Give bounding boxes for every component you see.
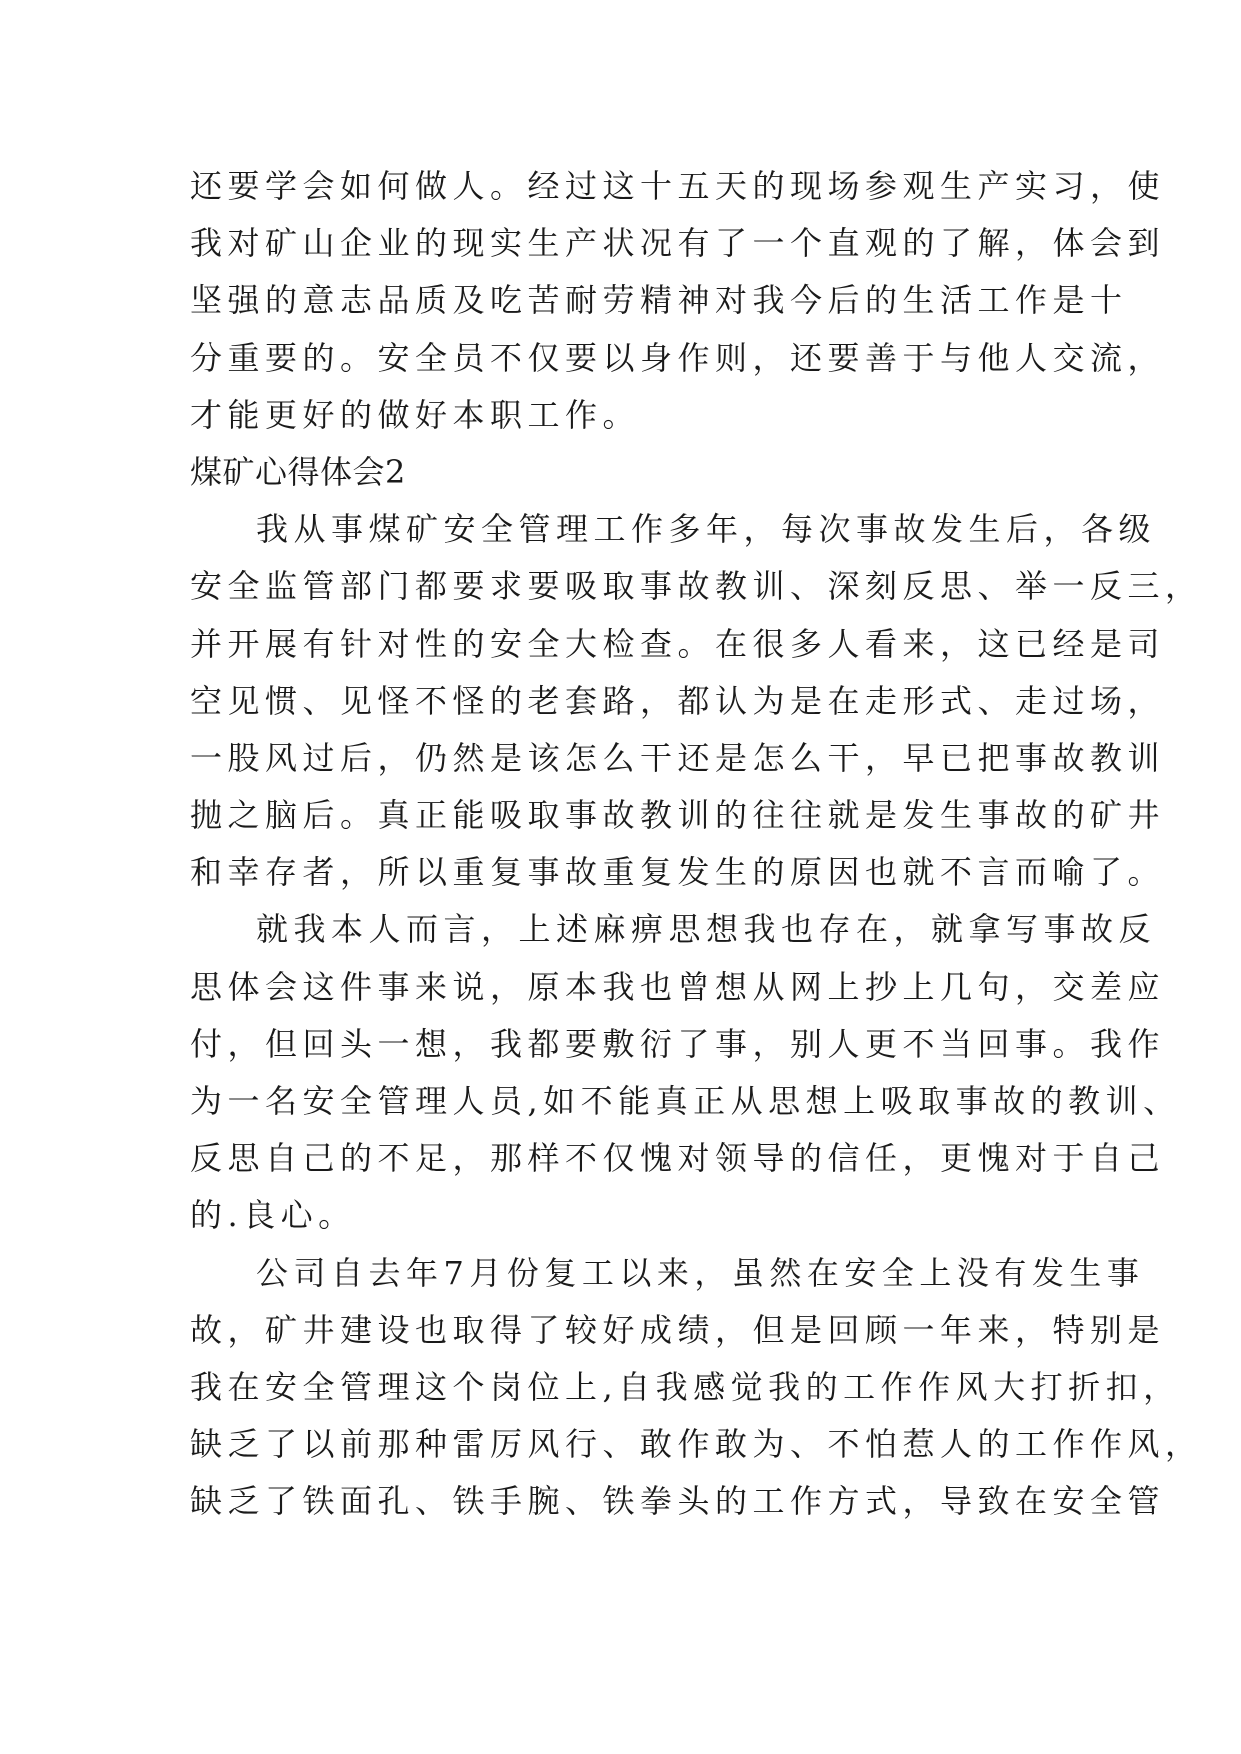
text-line: 付，但回头一想，我都要敷衍了事，别人更不当回事。我作 [190,1024,1166,1063]
text-line: 缺乏了铁面孔、铁手腕、铁拳头的工作方式，导致在安全管 [190,1482,1166,1521]
text-line: 坚强的意志品质及吃苦耐劳精神对我今后的生活工作是十 [190,281,1128,320]
paragraph-first-line: 就我本人而言，上述麻痹思想我也存在，就拿写事故反 [256,910,1157,949]
text-line: 还要学会如何做人。经过这十五天的现场参观生产实习，使 [190,167,1166,205]
text-line: 故，矿井建设也取得了较好成绩，但是回顾一年来，特别是 [190,1310,1166,1349]
section-heading: 煤矿心得体会2 [190,452,406,491]
text-line: 反思自己的不足，那样不仅愧对领导的信任，更愧对于自己 [190,1139,1166,1178]
text-line: 的.良心。 [190,1196,356,1235]
text-line: 才能更好的做好本职工作。 [190,395,641,434]
text-line: 空见惯、见怪不怪的老套路，都认为是在走形式、走过场， [190,681,1166,720]
paragraph-first-line: 我从事煤矿安全管理工作多年，每次事故发生后，各级 [256,510,1157,549]
text-line: 一股风过后，仍然是该怎么干还是怎么干，早已把事故教训 [190,738,1166,777]
text-line: 并开展有针对性的安全大检查。在很多人看来，这已经是司 [190,624,1166,663]
text-line: 安全监管部门都要求要吸取事故教训、深刻反思、举一反三， [190,567,1203,606]
text-line: 抛之脑后。真正能吸取事故教训的往往就是发生事故的矿井 [190,796,1166,835]
text-line: 为一名安全管理人员,如不能真正从思想上吸取事故的教训、 [190,1082,1181,1120]
text-line: 思体会这件事来说，原本我也曾想从网上抄上几句，交差应 [190,967,1166,1006]
text-line: 和幸存者，所以重复事故重复发生的原因也就不言而喻了。 [190,853,1166,892]
paragraph-first-line: 公司自去年7月份复工以来，虽然在安全上没有发生事 [256,1253,1145,1292]
text-line: 我在安全管理这个岗位上,自我感觉我的工作作风大打折扣， [190,1367,1181,1406]
document-body [190,158,1203,1531]
text-line: 缺乏了以前那种雷厉风行、敢作敢为、不怕惹人的工作作风， [190,1425,1203,1464]
text-line: 分重要的。安全员不仅要以身作则，还要善于与他人交流， [190,338,1166,377]
text-line: 我对矿山企业的现实生产状况有了一个直观的了解，体会到 [190,224,1166,263]
